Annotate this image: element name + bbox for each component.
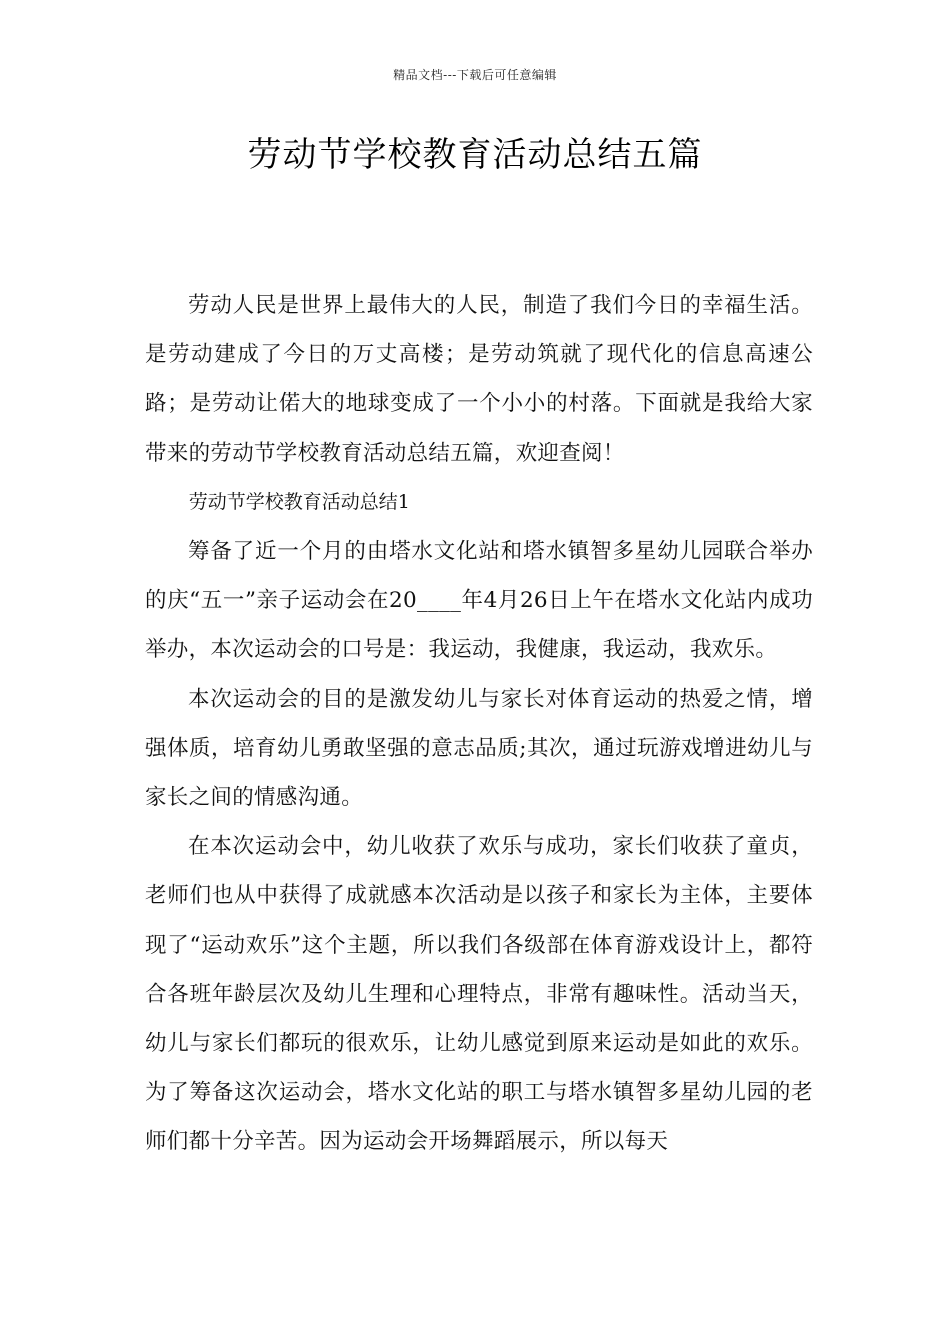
intro-paragraph: 劳动人民是世界上最伟大的人民，制造了我们今日的幸福生活。是劳动建成了今日的万丈高楼；是劳动筑就了现代化的信息高速公路；是劳动让偌大的地球变成了一个小小的村落。下面就是我给大家带来的劳动节学校教育活动总结五篇，欢迎查阅！ xyxy=(145,293,813,466)
body-paragraph: 在本次运动会中，幼儿收获了欢乐与成功，家长们收获了童贞，老师们也从中获得了成就感本次活动是以孩子和家长为主体，主要体现了“运动欢乐”这个主题，所以我们各级部在体育游戏设计上，都符合各班年龄层次及幼儿生理和心理特点，非常有趣味性。活动当天，幼儿与家长们都玩的很欢乐，让幼儿感觉到原来运动是如此的欢乐。为了筹备这次运动会，塔水文化站的职工与塔水镇智多星幼儿园的老师们都十分辛苦。因为运动会开场舞蹈展示，所以每天 xyxy=(145,834,813,1155)
document-title: 劳动节学校教育活动总结五篇 xyxy=(247,135,703,175)
document-body xyxy=(145,281,813,1167)
body-paragraph: 筹备了近一个月的由塔水文化站和塔水镇智多星幼儿园联合举办的庆“五一”亲子运动会在20____年4月26日上午在塔水文化站内成功举办，本次运动会的口号是：我运动，我健康，我运动，我欢乐。 xyxy=(145,539,813,663)
header-note: 精品文档---下载后可任意编辑 xyxy=(393,68,557,82)
section-heading: 劳动节学校教育活动总结1 xyxy=(188,490,410,513)
body-paragraph: 本次运动会的目的是激发幼儿与家长对体育运动的热爱之情，增强体质，培育幼儿勇敢坚强的意志品质;其次，通过玩游戏增进幼儿与家长之间的情感沟通。 xyxy=(145,686,813,811)
